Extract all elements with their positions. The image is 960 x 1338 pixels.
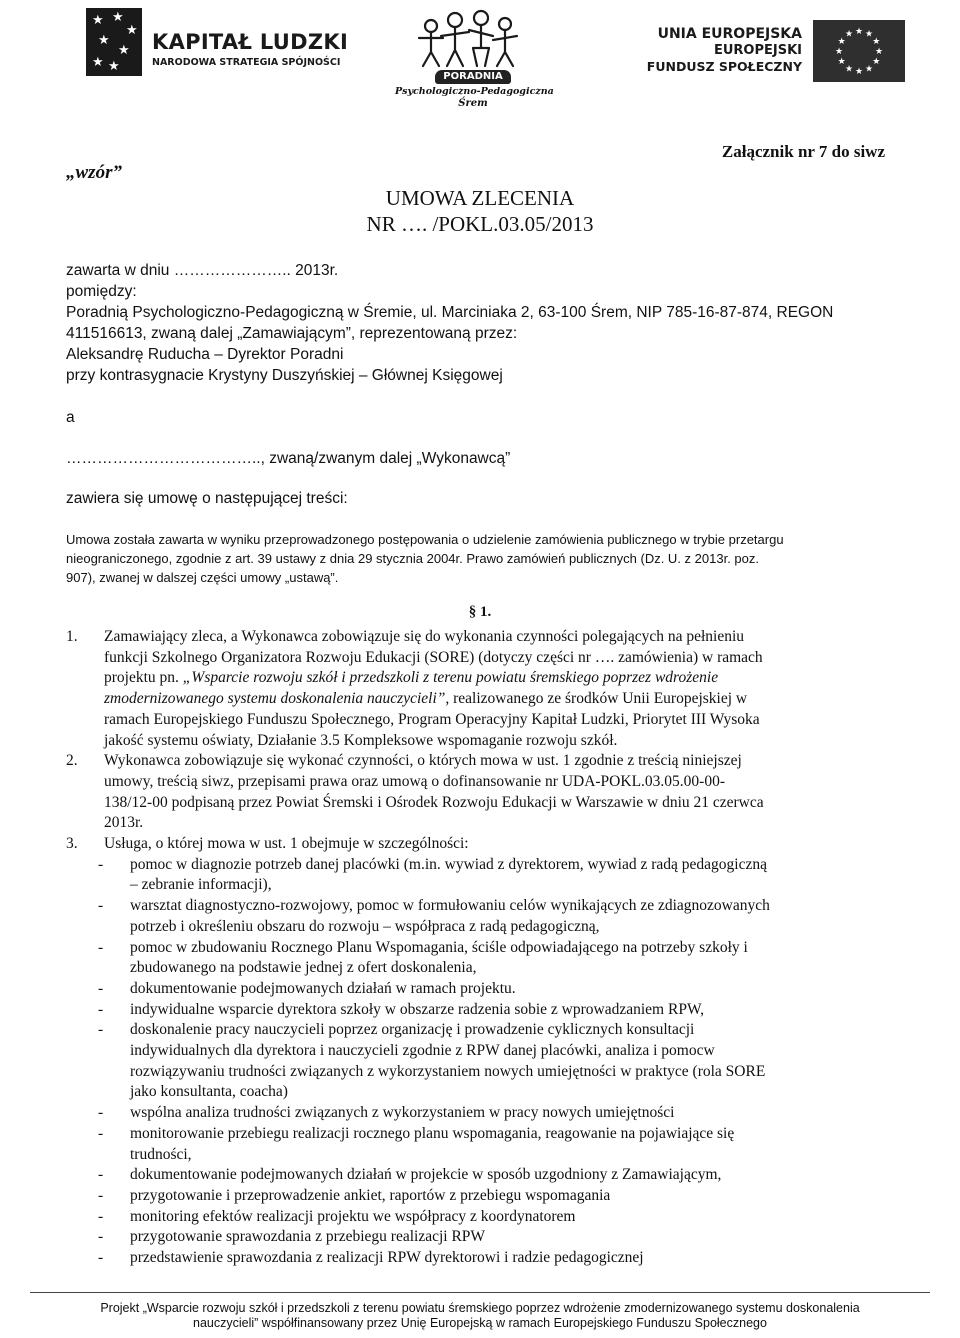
svg-text:★: ★ [837, 37, 846, 47]
poradnia-city: Śrem [458, 98, 488, 109]
list-item-line: Zamawiający zleca, a Wykonawca zobowiązuje się do wykonania czynności polegających na pełnieniu [104, 628, 745, 645]
sub-list-line: dokumentowanie podejmowanych działań w ramach projektu. [130, 979, 516, 997]
list-item-number: 2. [66, 752, 78, 770]
dash-marker: - [98, 1021, 104, 1039]
sub-list-item [66, 896, 886, 937]
sub-list-item [66, 1103, 886, 1124]
kapital-ludzki-title: KAPITAŁ LUDZKI [152, 30, 349, 54]
page-footer [30, 1292, 930, 1331]
list-item [66, 627, 886, 751]
ue-line-1: UNIA EUROPEJSKA [657, 26, 802, 42]
project-intro-text: projektu pn. [104, 669, 183, 687]
list-item-line: funkcji Szkolnego Organizatora Rozwoju Edukacji (SORE) (dotyczy części nr …. zamówienia) w ramach [104, 648, 763, 666]
svg-text:★: ★ [854, 67, 864, 77]
list-item-number: 3. [66, 835, 78, 853]
dash-marker: - [98, 1228, 104, 1246]
numbered-list [66, 627, 886, 1269]
ue-line-2: EUROPEJSKI [713, 43, 802, 58]
zamawiajacy-line-4: przy kontrasygnacie Krystyny Duszyńskiej – Głównej Księgowej [66, 367, 503, 384]
svg-text:★: ★ [844, 64, 854, 75]
header-logos [0, 0, 960, 112]
svg-text:★: ★ [872, 57, 881, 67]
project-name-italic: zmodernizowanego systemu doskonalenia nauczycieli” [104, 690, 446, 708]
sub-list-line: pomoc w zbudowaniu Rocznego Planu Wspomagania, ściśle odpowiadającego na potrzeby szkoły i [130, 938, 748, 956]
list-item [66, 751, 886, 834]
project-funding-text: , realizowanego ze środków Unii Europejskiej w [445, 690, 748, 708]
sub-list-item [66, 979, 886, 1000]
kapital-ludzki-logo [86, 8, 349, 78]
dash-marker: - [98, 938, 104, 956]
zawarta-line: zawarta w dniu ………………….. 2013r. [66, 262, 339, 279]
sub-list-line: wspólna analiza trudności związanych z wykorzystaniem w pracy nowych umiejętności [130, 1104, 675, 1122]
dash-marker: - [98, 1249, 104, 1267]
svg-text:★: ★ [834, 47, 844, 57]
list-item-line: 138/12-00 podpisaną przez Powiat Śremski i Ośrodek Rozwoju Edukacji w Warszawie w dniu 21 czerwca [104, 793, 764, 811]
parties-block [66, 260, 886, 386]
sub-list-item [66, 1186, 886, 1207]
svg-text:★: ★ [872, 37, 881, 47]
eu-flag-icon [813, 20, 905, 82]
zamawiajacy-line-1: Poradnią Psychologiczno-Pedagogiczną w Śremie, ul. Marciniaka 2, 63-100 Śrem, NIP 785-16-87-874, REGON [66, 304, 834, 321]
sub-list-line: jako konsultanta, coacha) [130, 1083, 288, 1101]
children-figures-icon [393, 6, 553, 76]
dash-marker: - [98, 979, 104, 997]
sub-list-line: monitorowanie przebiegu realizacji rocznego planu wspomagania, reagowanie na pojawiające się [130, 1124, 735, 1142]
svg-text:★: ★ [864, 29, 874, 40]
sub-list-item [66, 1248, 886, 1269]
document-title-line-2: NR …. /POKL.03.05/2013 [366, 212, 594, 236]
kapital-ludzki-emblem-icon: ★ ★ ★ ★ ★ ★ ★ [86, 8, 142, 76]
footer-line-2: nauczycieli” współfinansowany przez Unię Europejską w ramach Europejskiego Funduszu Społecznego [193, 1316, 767, 1330]
wykonawca-line: ……………………………….., zwaną/zwanym dalej „Wykonawcą” [66, 450, 511, 467]
svg-text:★: ★ [844, 29, 854, 40]
document-title-line-1: UMOWA ZLECENIA [385, 186, 575, 210]
sub-list-line: indywidualnych dla dyrektora i nauczycieli zgodnie z RPW danej placówki, analiza i pomocw [130, 1042, 715, 1060]
dash-marker: - [98, 1186, 104, 1204]
zawiera-line: zawiera się umowę o następującej treści: [66, 490, 348, 507]
poradnia-name: PORADNIA [435, 70, 511, 84]
list-item [66, 834, 886, 855]
sub-list-item [66, 1165, 886, 1186]
list-item-line: ramach Europejskiego Funduszu Społecznego, Program Operacyjny Kapitał Ludzki, Priorytet III Wysoka [104, 710, 760, 728]
zalacznik-label: Załącznik nr 7 do siwz [721, 142, 885, 161]
sub-list-line: przygotowanie i przeprowadzenie ankiet, raportów z przebiegu wspomagania [130, 1186, 611, 1204]
list-item-line: Wykonawca zobowiązuje się wykonać czynności, o których mowa w ust. 1 zgodnie z treścią niniejszej [104, 752, 742, 770]
intro-line-3: 907), zwanej w dalszej części umowy „ustawą”. [66, 570, 339, 585]
sub-list-line: potrzeb i określeniu obszaru do rozwoju – współpraca z radą pedagogiczną, [130, 917, 600, 935]
poradnia-subtitle: Psychologiczno-Pedagogiczna [395, 86, 554, 97]
intro-paragraph [66, 530, 886, 587]
sub-list-item [66, 855, 886, 896]
sub-list-item [66, 938, 886, 979]
dash-marker: - [98, 1207, 104, 1225]
list-item-number: 1. [66, 628, 78, 645]
sub-list-line: doskonalenie pracy nauczycieli poprzez organizację i prowadzenie cyklicznych konsultacji [130, 1021, 695, 1039]
sub-list-line: monitoring efektów realizacji projektu we współpracy z koordynatorem [130, 1207, 576, 1225]
sub-list-item [66, 1000, 886, 1021]
intro-line-2: nieograniczonego, zgodnie z art. 39 ustawy z dnia 29 stycznia 2004r. Prawo zamówień publicznych (Dz. U. z 2013r. poz. [66, 551, 759, 566]
sub-list-item [66, 1227, 886, 1248]
sub-list-line: przedstawienie sprawozdania z realizacji RPW dyrektorowi i radzie pedagogicznej [130, 1249, 644, 1267]
list-item-line: jakość systemu oświaty, Działanie 3.5 Kompleksowe wspomaganie rozwoju szkół. [104, 731, 618, 749]
ue-line-3: FUNDUSZ SPOŁECZNY [646, 59, 802, 74]
dash-marker: - [98, 1166, 104, 1184]
list-item-line [104, 689, 886, 710]
intro-line-1: Umowa została zawarta w wyniku przeprowadzonego postępowania o udzielenie zamówienia publicznego w trybie przetargu [66, 532, 784, 547]
dash-marker: - [98, 855, 104, 873]
sub-list-line: rozwiązywaniu trudności związanych z wykorzystaniem nowych umiejętności w praktyce (rola SORE [130, 1062, 766, 1080]
sub-list-line: – zebranie informacji), [130, 876, 272, 894]
document-title [0, 185, 960, 237]
dash-marker: - [98, 1124, 104, 1142]
svg-text:★: ★ [854, 27, 864, 37]
sub-list-item [66, 1020, 886, 1103]
dash-marker: - [98, 1104, 104, 1122]
sub-list-line: warsztat diagnostyczno-rozwojowy, pomoc w formułowaniu celów wynikających ze zdiagnozowanych [130, 897, 770, 915]
dash-marker: - [98, 897, 104, 915]
svg-text:★: ★ [874, 47, 884, 57]
list-item-line: umowy, treścią siwz, przepisami prawa oraz umową o dofinansowanie nr UDA-POKL.03.05.00-00- [104, 772, 725, 790]
a-conjunction: a [66, 409, 75, 426]
sub-list-item [66, 1207, 886, 1228]
list-item-line [104, 668, 886, 689]
wzor-label: „wzór” [66, 162, 122, 183]
zamawiajacy-line-2: 411516613, zwaną dalej „Zamawiającym”, reprezentowaną przez: [66, 325, 518, 342]
section-heading: § 1. [468, 604, 492, 620]
zamawiajacy-line-3: Aleksandrę Ruducha – Dyrektor Poradni [66, 346, 344, 363]
sub-list-item [66, 1124, 886, 1165]
sub-list-line: zbudowanego na podstawie jednej z ofert doskonalenia, [130, 959, 477, 977]
sub-list-line: dokumentowanie podejmowanych działań w projekcie w sposób uzgodniony z Zamawiającym, [130, 1166, 722, 1184]
svg-text:★: ★ [864, 64, 874, 75]
list-item-line: 2013r. [104, 814, 144, 832]
sub-list-line: pomoc w diagnozie potrzeb danej placówki (m.in. wywiad z dyrektorem, wywiad z radą pedagogiczną [130, 855, 767, 873]
footer-line-1: Projekt „Wsparcie rozwoju szkół i przedszkoli z terenu powiatu śremskiego poprzez wdrożenie zmodernizowanego systemu doskonalenia [100, 1301, 860, 1315]
pomiedzy-line: pomiędzy: [66, 283, 137, 300]
svg-text:★: ★ [837, 57, 846, 67]
sub-list-line: przygotowanie sprawozdania z przebiegu realizacji RPW [130, 1228, 486, 1246]
sub-list-line: indywidualne wsparcie dyrektora szkoły w obszarze radzenia sobie z wprowadzaniem RPW, [130, 1000, 705, 1018]
kapital-ludzki-subtitle: NARODOWA STRATEGIA SPÓJNOŚCI [152, 57, 341, 68]
unia-europejska-logo [605, 20, 905, 84]
list-item-line: Usługa, o której mowa w ust. 1 obejmuje w szczególności: [104, 835, 469, 853]
poradnia-logo [393, 6, 553, 110]
project-name-italic: „Wsparcie rozwoju szkół i przedszkoli z terenu powiatu śremskiego poprzez wdrożenie [182, 669, 719, 687]
sub-list-line: trudności, [130, 1145, 192, 1163]
dash-marker: - [98, 1000, 104, 1018]
